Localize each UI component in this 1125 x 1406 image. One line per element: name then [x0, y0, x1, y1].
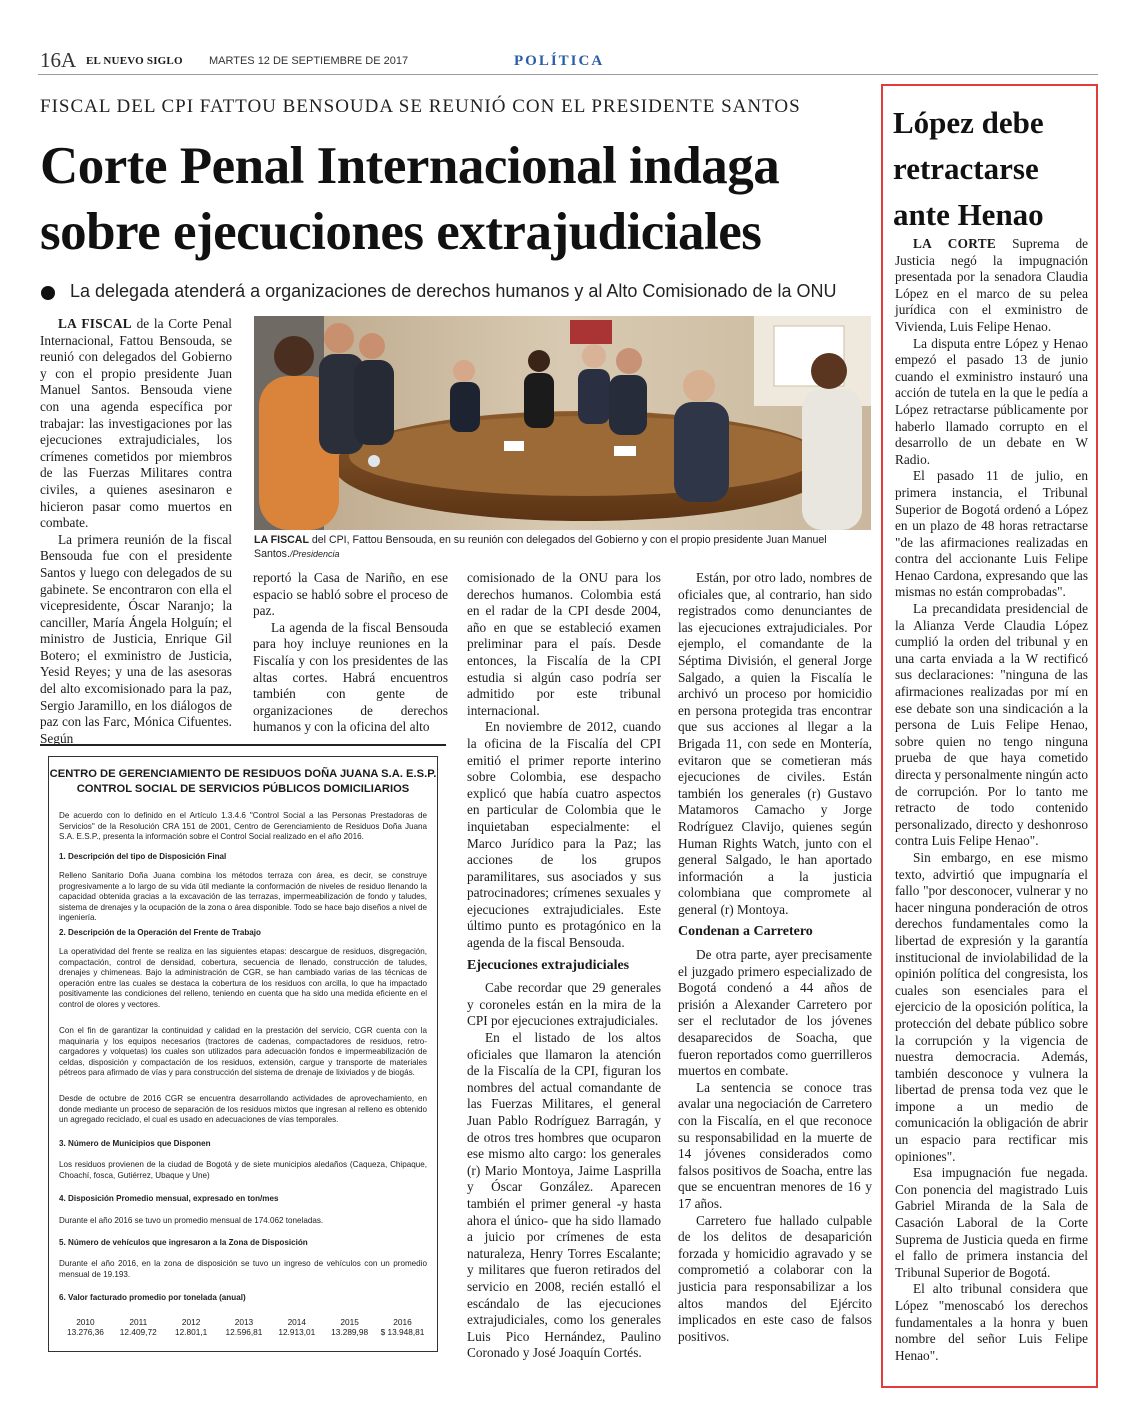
- tariff-year: 2011: [129, 1317, 148, 1327]
- paragraph: Están, por otro lado, nombres de oficiales que, al contrario, han sido registrados como denunciantes de las ejecuciones extrajudiciales. Por ejemplo, el comandante de la Séptima División, el general Jorge Salgado, a quien la Fiscalía le archivó un proceso por homicidio en persona protegida tras encontrar que sus acciones al llegar a la Brigada 11, con sede en Montería, evitaron que se cometieran más ejecuciones de civiles. Están también los generales (r) Gustavo Matamoros Camacho y Jorge Rodríguez Clavijo, quienes según Human Rights Watch, junto con el general Salgado, le han aportado información a la justicia colombiana que compromete al general (r) Montoya.: [678, 570, 872, 917]
- tariff-value: 13.289,98: [331, 1327, 369, 1337]
- paragraph: Sin embargo, en ese mismo texto, advirtió que impugnaría el fallo "por desconocer, vulnerar y no hacer ninguna ponderación de otros derechos fundamentales como la libertad de expresión y la garantía institucional de inviolabilidad de la opinión política del congresista, los cuales son esenciales para el ejercicio de la oposición política, la protección del debate público sobre la corrupción y la vigencia de nuestra democracia. Además, también desconoce y vulnera la libertad de prensa toda vez que le impone a un medio de comunicación la obligación de abrir un espacio para rectificar mis opiniones".: [895, 849, 1088, 1164]
- tariff-value: $ 13.948,81: [380, 1327, 425, 1337]
- sidebar-body: [895, 236, 1088, 1364]
- tariff-year: 2013: [234, 1317, 254, 1327]
- paragraph: comisionado de la ONU para los derechos humanos. Colombia está en el radar de la CPI desde 2004, año en que se estableció examen preliminar para el país. Desde entonces, la Fiscalía de la CPI estudia si algún caso podría ser admitido por este tribunal internacional.: [467, 570, 661, 718]
- page-number: 16A: [40, 48, 77, 72]
- paragraph: En noviembre de 2012, cuando la oficina de la Fiscalía del CPI emitió el primer reporte interino sobre Colombia, ese despacho explicó que había cuatro aspectos en particular de Colombia que le inquietaban especialmente: el Marco Jurídico para la Paz; las acciones de los grupos paramilitares, sus asociados y sus patrocinadores; crímenes sexuales y ejecuciones extrajudiciales. Este último punto es protagónico en la agenda de la fiscal Bensouda.: [467, 719, 661, 951]
- issue-date: MARTES 12 DE SEPTIEMBRE DE 2017: [209, 55, 409, 67]
- paragraph: LA CORTE Suprema de Justicia negó la impugnación presentada por la senadora Claudia López en el marco de su pelea jurídica con el exministro de Vivienda, Luis Felipe Henao.: [895, 236, 1088, 334]
- page-header: [38, 48, 1098, 75]
- notice-paragraph: La operatividad del frente se realiza en las siguientes etapas: descargue de residuos, disgregación, compactación, control de densidad, cobertura, secuencia de llenado, construcción de taludes, drenajes y chimeneas. Bajo la administración de CGR, se han cambiado varias de las técnicas de operación entre las cuales se destaca la cobertura de los residuos con arcilla, lo que ha impactado positivamente las condiciones del relleno, teniendo en cuenta que ha sido una medida eficiente en el control de olores y vectores.: [59, 947, 427, 1009]
- tariff-value: 12.913,01: [278, 1327, 316, 1337]
- tariff-value: 12.409,72: [119, 1327, 157, 1337]
- tariff-year: 2016: [393, 1317, 412, 1327]
- tariff-value: 13.276,36: [66, 1327, 104, 1337]
- article-column-1: [40, 316, 232, 747]
- notice-heading: 1. Descripción del tipo de Disposición Final: [59, 852, 227, 861]
- paragraph: La disputa entre López y Henao empezó el pasado 13 de junio cuando el exministro instauró una acción de tutela en la que le pedía a López retractarse públicamente por haberlo llamado corrupto en el desarrollo de un debate en W Radio.: [895, 335, 1088, 467]
- notice-paragraph: Con el fin de garantizar la continuidad y calidad en la prestación del servicio, CGR cuenta con la maquinaria y los equipos necesarios (tractores de cadenas, compactadores de residuos, retro-cargadores y volquetas) los cuales son utilizados para adecuación fondos e impermeabilización de celdas, disposición y compactación de los residuos, extensión, cargue y transporte de materiales pétreos para afirmado de vías y para construcción del sistema de drenaje de lixiviados y de biogás.: [59, 1026, 427, 1078]
- paragraph: Esa impugnación fue negada. Con ponencia del magistrado Luis Gabriel Miranda de la Sala de Casación Laboral de la Corte Suprema de Justicia queda en firme el fallo de primera instancia del Tribunal Superior de Bogotá.: [895, 1165, 1088, 1280]
- notice-paragraph: Durante el año 2016, en la zona de disposición se tuvo un ingreso de vehículos con un promedio mensual de 19.193.: [59, 1259, 427, 1279]
- article-column-4: [678, 570, 872, 1345]
- paragraph: La sentencia se conoce tras avalar una negociación de Carretero con la Fiscalía, en el que reconoce su responsabilidad en la muerte de 14 jóvenes considerados como falsos positivos de Soacha, entre las que se encuentran menores de 16 y 17 años.: [678, 1079, 872, 1211]
- tariff-year: 2015: [340, 1317, 359, 1327]
- paragraph: La primera reunión de la fiscal Bensouda fue con el presidente Santos y luego con delegados de su gabinete. Se encontraron con ella el vicepresidente, Óscar Naranjo; la canciller, María Ángela Holguín; el ministro de Justicia, Enrique Gil Botero; el exministro de Justicia, Yesid Reyes; y una de las asesoras del alto excomisionado para la paz, Sergio Jaramillo, en los diálogos de paz con las Farc, Mónica Cifuentes. Según: [40, 531, 232, 746]
- tariff-year: 2010: [76, 1317, 95, 1327]
- sidebar-article: [881, 84, 1098, 1388]
- photo-caption: LA FISCAL del CPI, Fattou Bensouda, en su reunión con delegados del Gobierno y con el propio presidente Juan Manuel Santos./Presidencia: [254, 534, 827, 560]
- article-column-3: [467, 570, 661, 1362]
- tariff-value: 12.596,81: [225, 1327, 263, 1337]
- tariff-values-row: [59, 1327, 429, 1337]
- headline-line-2: sobre ejecuciones extrajudiciales: [40, 203, 762, 261]
- paragraph: Cabe recordar que 29 generales y coroneles están en la mira de la CPI por ejecuciones extrajudiciales.: [467, 980, 661, 1029]
- notice-heading: 3. Número de Municipios que Disponen: [59, 1139, 211, 1148]
- notice-heading: 6. Valor facturado promedio por tonelada (anual): [59, 1293, 246, 1302]
- sidebar-headline: López debe retractarse ante Henao: [893, 105, 1044, 232]
- paragraph: El pasado 11 de julio, en primera instancia, el Tribunal Superior de Bogotá ordenó a López en un plazo de 48 horas retractarse "de las afirmaciones realizadas en contra del accionante Luis Felipe Henao Cardona, expresando que las mismas no están comprobadas".: [895, 468, 1088, 600]
- notice-intro: De acuerdo con lo definido en el Artículo 1.3.4.6 "Control Social a las Personas Prestadoras de Servicios" de la Resolución CRA 151 de 2001, Centro de Gerenciamiento de Residuos Doña Juana S.A. E.S.P., presenta la información sobre el Control Social realizado en el año 2016.: [59, 811, 427, 842]
- paragraph: Carretero fue hallado culpable de los delitos de desaparición forzada y homicidio agravado y se comprometió a colaborar con la justicia para responsabilizar a los altos mandos del Ejército implicados en este caso de falsos positivos.: [678, 1212, 872, 1344]
- paragraph: reportó la Casa de Nariño, en ese espacio se habló sobre el proceso de paz.: [253, 570, 448, 619]
- notice-frame: [48, 756, 438, 1352]
- public-notice: [40, 744, 446, 1356]
- article-column-2: [253, 570, 448, 736]
- article-kicker: FISCAL DEL CPI FATTOU BENSOUDA SE REUNIÓ CON EL PRESIDENTE SANTOS: [40, 96, 801, 117]
- paragraph: El alto tribunal considera que López "menoscabó los derechos fundamentales a la honra y buen nombre del señor Luis Felipe Henao".: [895, 1281, 1088, 1363]
- meeting-photo-illustration: [254, 316, 871, 530]
- section-subheading: Condenan a Carretero: [678, 924, 813, 940]
- paragraph: La precandidata presidencial de la Alianza Verde Claudia López cumplió la orden del tribunal y en una carta enviada a la W rectificó sus declaraciones: "ninguna de las afirmaciones realizadas por mí en ese debate son una sindicación a la persona de Luis Felipe Henao, sobre quien no tengo ninguna prueba de que haya cometido directa y personalmente ningún acto de corrupción. Por lo tanto me retracto de todo contenido personalizado, directo y deshonroso contra Luis Felipe Henao".: [895, 601, 1088, 849]
- photo-credit: /Presidencia: [289, 549, 340, 559]
- paragraph: En el listado de los altos oficiales que llamaron la atención de la Fiscalía de la CPI, figuran los nombres del actual comandante de las Fuerzas Militares, el general Juan Pablo Rodríguez Barragán, y de otros tres hombres que ocuparon ese mismo alto cargo: los generales (r) Mario Montoya, Jaime Lasprilla y Óscar González. Aparecen también el primer general -y hasta ahora el único- que ha sido llamado a juicio por crímenes de esta naturaleza, Henry Torres Escalante; y militares que fueron retirados del servicio en 2008, recién estalló el escándalo de las ejecuciones extrajudiciales, como los generales Luis Pico Hernández, Paulino Coronado y José Joaquín Cortés.: [467, 1030, 661, 1361]
- section-subheading: Ejecuciones extrajudiciales: [467, 957, 630, 973]
- tariff-table: [59, 1317, 429, 1337]
- newspaper-name: EL NUEVO SIGLO: [86, 55, 183, 67]
- notice-paragraph: Desde de octubre de 2016 CGR se encuentra desarrollando actividades de aprovechamiento, en donde mediante un proceso de separación de los residuos mixtos que ingresan al relleno es obtenido un agregado reciclado, el cual es usado en adecuaciones de vías temporales.: [59, 1094, 427, 1125]
- paragraph: LA FISCAL de la Corte Penal Internacional, Fattou Bensouda, se reunió con delegados del Gobierno y con el propio presidente Juan Manuel Santos. Bensouda viene con una agenda específica por trabajar: las investigaciones por las ejecuciones extrajudiciales, los crímenes cometidos por miembros de las Fuerzas Militares contra civiles, a quienes asesinaron e hicieron pasar como muertos en combate.: [40, 316, 232, 531]
- tariff-value: 12.801,1: [174, 1327, 208, 1337]
- paragraph: La agenda de la fiscal Bensouda para hoy incluye reuniones en la Fiscalía y con los presidentes de las altas cortes. Habrá encuentros también con gente de organizaciones de derechos humanos y con la oficina del alto: [253, 619, 448, 735]
- news-photo: [254, 316, 871, 530]
- notice-paragraph: Los residuos provienen de la ciudad de Bogotá y de siete municipios aledaños (Caqueza, Chipaque, Choachí, fosca, Gutiérrez, Ubaque y Une): [59, 1160, 427, 1180]
- section-name: POLÍTICA: [514, 53, 605, 69]
- article-headline: [40, 133, 870, 265]
- notice-heading: 4. Disposición Promedio mensual, expresado en ton/mes: [59, 1194, 279, 1203]
- notice-heading: 5. Número de vehículos que ingresaron a la Zona de Disposición: [59, 1238, 308, 1247]
- tariff-year: 2014: [287, 1317, 307, 1327]
- lead-in: LA CORTE: [913, 236, 997, 251]
- tariff-years-row: [59, 1317, 429, 1327]
- article-subhead: La delegada atenderá a organizaciones de derechos humanos y al Alto Comisionado de la ONU: [70, 281, 837, 301]
- tariff-year: 2012: [181, 1317, 201, 1327]
- headline-line-1: Corte Penal Internacional indaga: [40, 137, 780, 195]
- notice-heading: 2. Descripción de la Operación del Frente de Trabajo: [59, 928, 261, 937]
- bullet-icon: [41, 286, 55, 300]
- paragraph: De otra parte, ayer precisamente el juzgado primero especializado de Bogotá condenó a 44 años de prisión a Alexander Carretero por ser el reclutador de los jóvenes desaparecidos de Soacha, que fueron reportados como guerrilleros muertos en combate.: [678, 947, 872, 1079]
- lead-in: LA FISCAL: [58, 316, 132, 331]
- notice-title: CENTRO DE GERENCIAMIENTO DE RESIDUOS DOÑA JUANA S.A. E.S.P. CONTROL SOCIAL DE SERVICIOS PÚBLICOS DOMICILIARIOS: [49, 768, 437, 795]
- notice-paragraph: Durante el año 2016 se tuvo un promedio mensual de 174.062 toneladas.: [59, 1216, 324, 1225]
- notice-paragraph: Relleno Sanitario Doña Juana combina los métodos terraza con área, es decir, se construye progresivamente a lo largo de su vida útil mediante la conformación de niveles de residuo llenando la capacidad obtenida gracias a la excavación de las terrazas, impermeabilización de fondo y taludes, sistema de drenajes y la ocupación de la zona o área disponible. Todo se hace bajo diseños a nivel de ingeniería.: [59, 871, 427, 923]
